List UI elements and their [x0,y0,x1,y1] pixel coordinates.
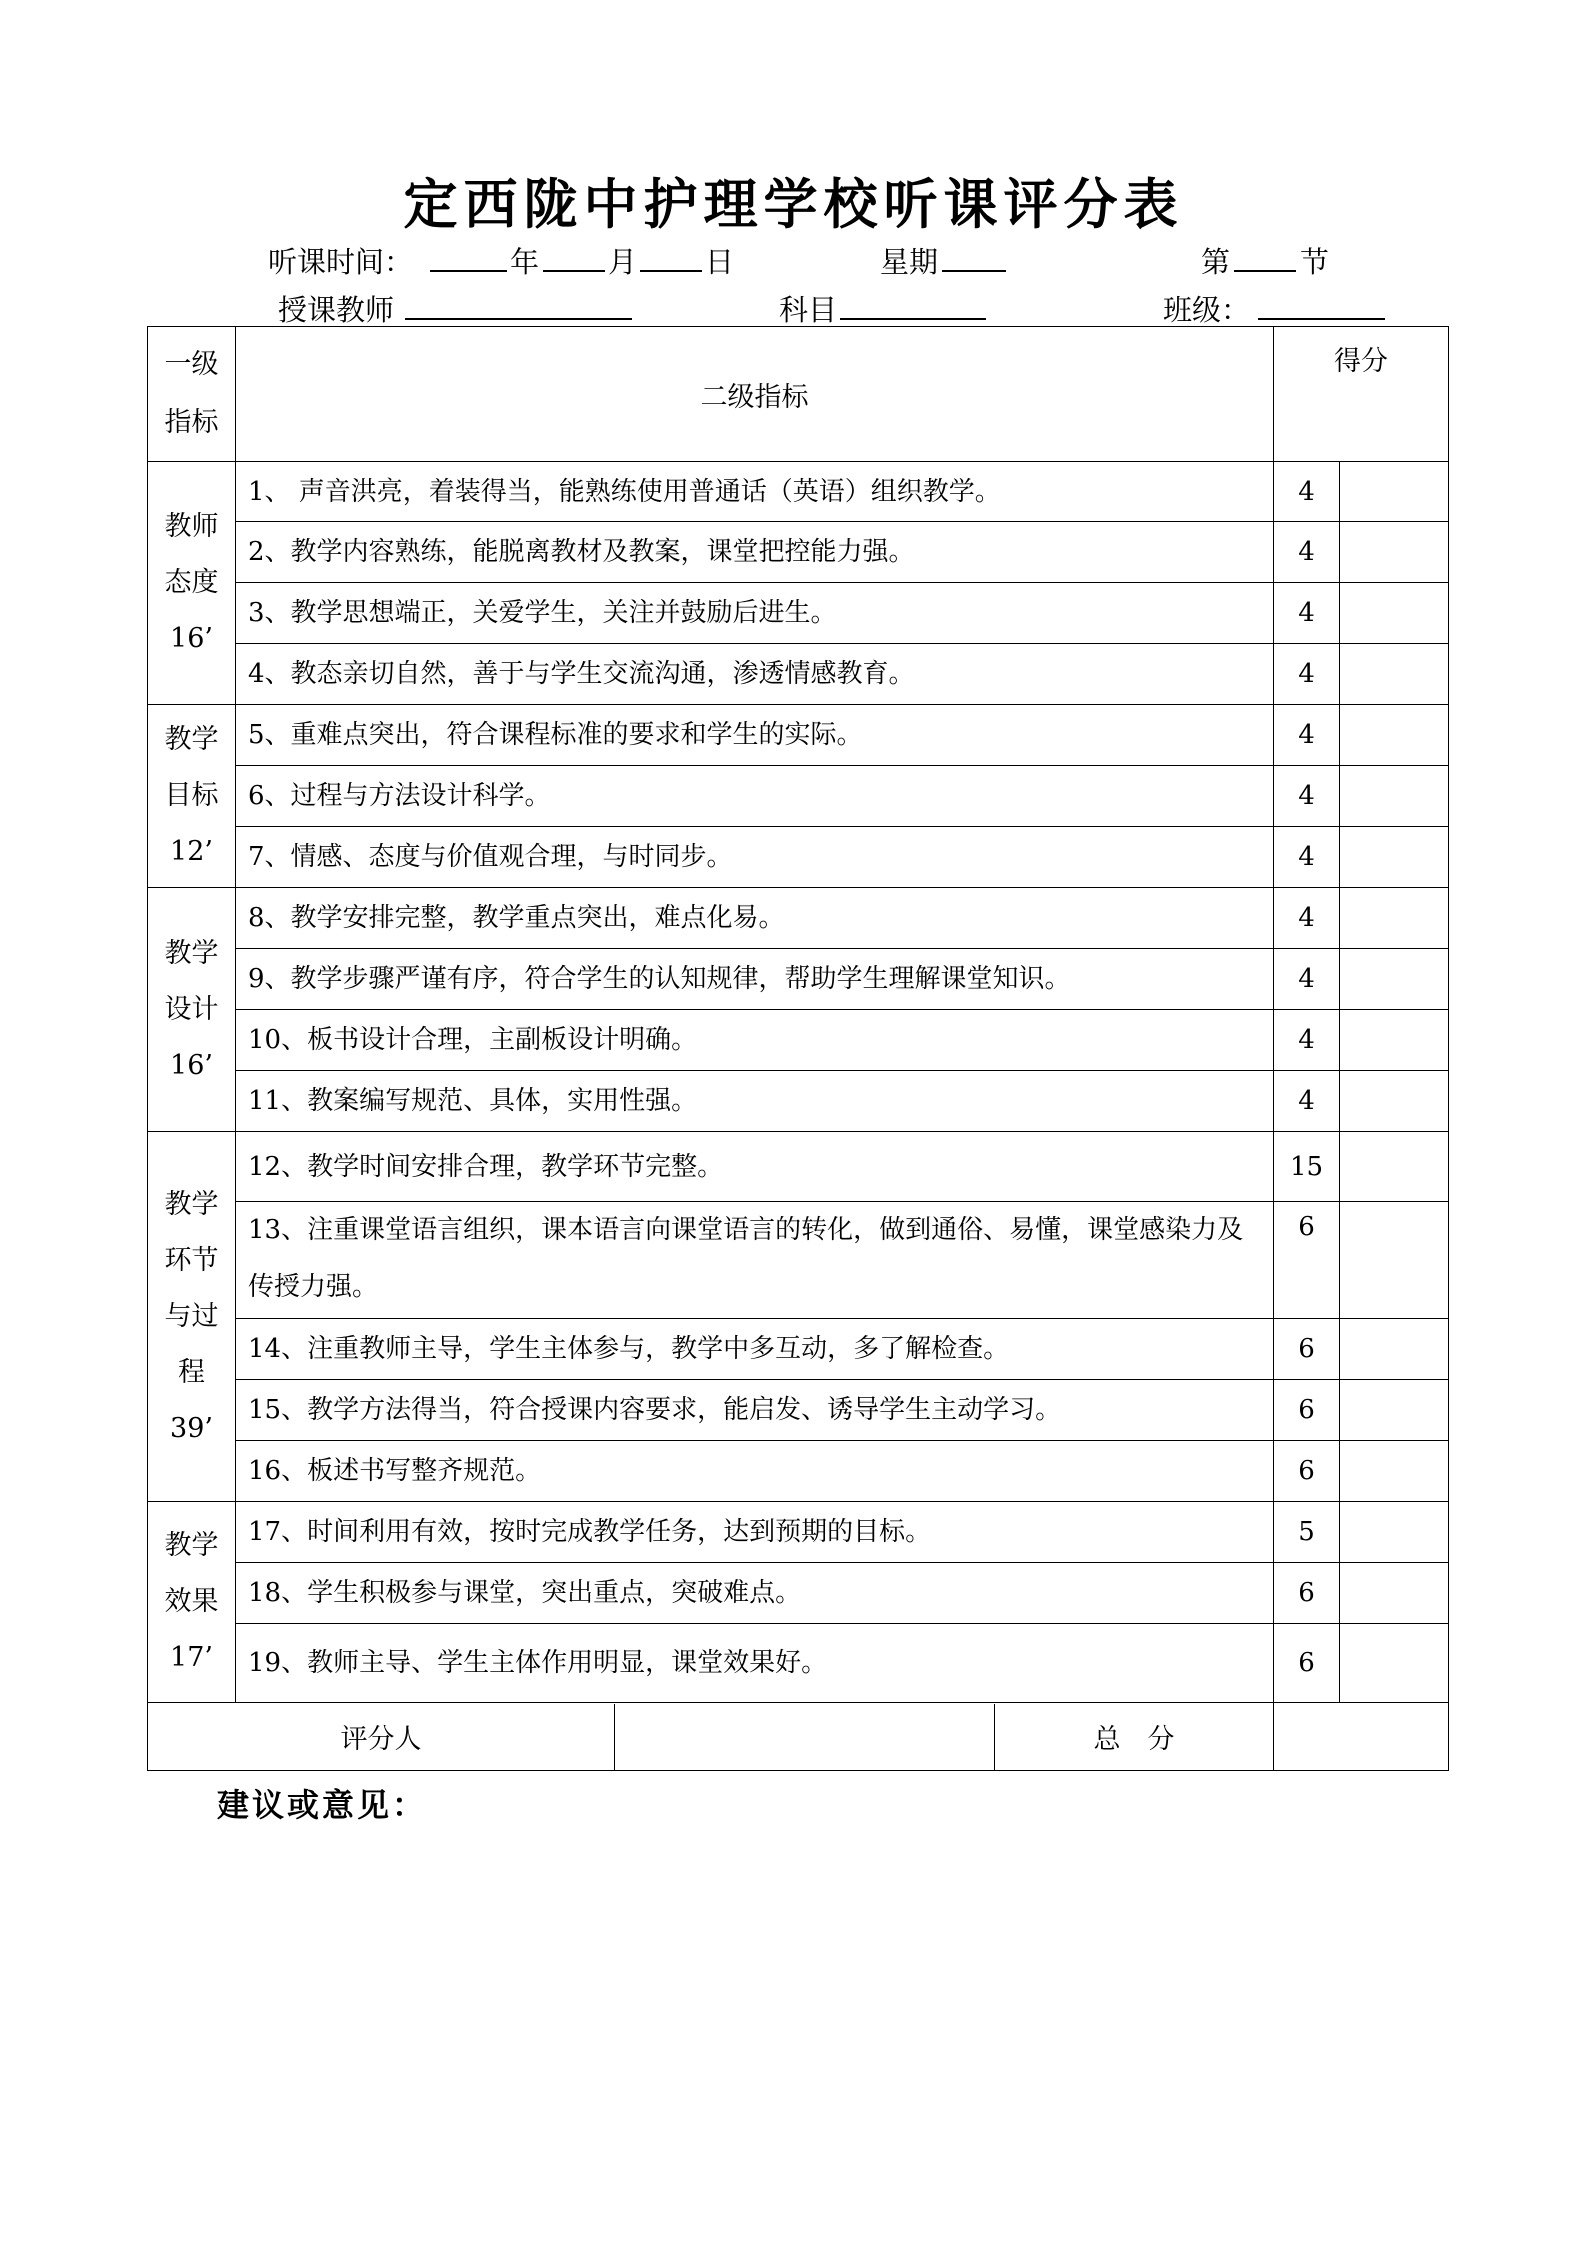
level2-indicator: 17、时间利用有效，按时完成教学任务，达到预期的目标。 [236,1502,1274,1563]
score-input-cell[interactable] [1340,1502,1449,1563]
header-level1 [148,327,236,462]
level1-indicator-line: 目标 [164,780,219,811]
table-row [148,462,1449,522]
level2-indicator: 18、学生积极参与课堂，突出重点，突破难点。 [236,1563,1274,1624]
max-points: 4 [1274,1010,1340,1071]
level1-indicator [148,1132,236,1502]
table-row [148,1380,1449,1441]
level1-indicator-line: 教学 [164,1188,219,1220]
level2-indicator: 13、注重课堂语言组织，课本语言向课堂语言的转化，做到通俗、易懂，课堂感染力及传授力强。 [236,1202,1274,1319]
level1-indicator-line: 效果 [164,1586,219,1617]
table-row [148,888,1449,949]
max-points: 5 [1274,1502,1340,1563]
level2-indicator: 5、重难点突出，符合课程标准的要求和学生的实际。 [236,705,1274,766]
evaluation-table [147,326,1449,1771]
class-blank[interactable] [1258,288,1385,320]
max-points: 6 [1274,1319,1340,1380]
level2-indicator: 7、情感、态度与价值观合理，与时同步。 [236,827,1274,888]
table-row [148,1502,1449,1563]
level2-indicator: 19、教师主导、学生主体作用明显，课堂效果好。 [236,1624,1274,1703]
table-row [148,1202,1449,1319]
level2-indicator: 11、教案编写规范、具体，实用性强。 [236,1071,1274,1132]
teacher-label: 授课教师 [278,293,395,327]
level1-indicator [148,705,236,888]
score-input-cell[interactable] [1340,888,1449,949]
level1-indicator [148,888,236,1132]
max-points: 4 [1274,949,1340,1010]
total-input-cell[interactable] [1274,1703,1449,1771]
level1-indicator-line: 教学 [164,1530,219,1561]
level1-indicator [148,1502,236,1703]
week-label: 星期 [880,245,939,279]
subject-blank[interactable] [840,288,986,320]
header-line-time [0,240,1587,280]
day-label: 日 [705,245,735,279]
max-points: 4 [1274,522,1340,583]
table-row [148,1132,1449,1202]
header-line-teacher [0,288,1587,328]
level2-indicator: 8、教学安排完整，教学重点突出，难点化易。 [236,888,1274,949]
max-points: 4 [1274,705,1340,766]
max-points: 4 [1274,827,1340,888]
max-points: 6 [1274,1202,1340,1319]
level1-indicator-line: 17’ [170,1642,213,1673]
table-row [148,827,1449,888]
header-score: 得分 [1274,327,1449,462]
level1-indicator-line: 教师 [164,511,219,542]
level2-indicator: 16、板述书写整齐规范。 [236,1441,1274,1502]
table-row [148,1071,1449,1132]
year-blank[interactable] [430,240,507,272]
subject-label: 科目 [779,293,838,327]
level2-indicator: 4、教态亲切自然，善于与学生交流沟通，渗透情感教育。 [236,644,1274,705]
max-points: 4 [1274,583,1340,644]
level1-indicator-line: 教学 [164,724,219,755]
score-input-cell[interactable] [1340,1441,1449,1502]
level1-indicator-line: 16’ [170,623,213,654]
score-input-cell[interactable] [1340,1319,1449,1380]
header-row [148,327,1449,462]
level1-indicator-line: 与过 [164,1300,219,1332]
table-row [148,949,1449,1010]
table-row [148,583,1449,644]
teacher-blank[interactable] [405,288,632,320]
score-input-cell[interactable] [1340,1624,1449,1703]
score-input-cell[interactable] [1340,766,1449,827]
table-row [148,1319,1449,1380]
max-points: 6 [1274,1624,1340,1703]
level1-indicator-line: 环节 [164,1244,219,1276]
level2-indicator: 10、板书设计合理，主副板设计明确。 [236,1010,1274,1071]
header-level2: 二级指标 [236,327,1274,462]
max-points: 15 [1274,1132,1340,1202]
level1-indicator-line: 教学 [164,937,219,969]
level2-indicator: 1、 声音洪亮，着装得当，能熟练使用普通话（英语）组织教学。 [236,462,1274,522]
class-label: 班级： [1163,293,1251,327]
max-points: 6 [1274,1441,1340,1502]
level2-indicator: 15、教学方法得当，符合授课内容要求，能启发、诱导学生主动学习。 [236,1380,1274,1441]
table-row [148,766,1449,827]
table-row [148,705,1449,766]
table-row [148,1010,1449,1071]
section-prefix: 第 [1201,245,1231,279]
level1-indicator-line: 12’ [170,836,213,867]
header-level1-line: 指标 [164,407,219,438]
page-title: 定西陇中护理学校听课评分表 [403,172,1184,236]
score-input-cell[interactable] [1340,705,1449,766]
table-row [148,522,1449,583]
section-suffix: 节 [1300,245,1330,279]
level1-indicator-line: 39’ [170,1412,213,1444]
max-points: 4 [1274,888,1340,949]
section-blank[interactable] [1234,240,1296,272]
rater-label: 评分人 [148,1704,615,1770]
max-points: 4 [1274,1071,1340,1132]
table-row [148,1441,1449,1502]
level2-indicator: 3、教学思想端正，关爱学生，关注并鼓励后进生。 [236,583,1274,644]
score-input-cell[interactable] [1340,522,1449,583]
score-input-cell[interactable] [1340,583,1449,644]
rater-input-cell[interactable] [615,1704,995,1770]
level1-indicator-line: 程 [178,1356,205,1388]
week-blank[interactable] [942,240,1006,272]
score-input-cell[interactable] [1340,1071,1449,1132]
table-row [148,1624,1449,1703]
max-points: 6 [1274,1380,1340,1441]
year-label: 年 [510,245,540,279]
score-input-cell[interactable] [1340,644,1449,705]
month-blank[interactable] [543,240,605,272]
max-points: 4 [1274,766,1340,827]
month-label: 月 [608,245,638,279]
max-points: 4 [1274,462,1340,522]
time-label: 听课时间： [268,245,414,279]
score-input-cell[interactable] [1340,462,1449,522]
score-input-cell[interactable] [1340,1132,1449,1202]
level1-indicator-line: 16’ [170,1049,213,1081]
header-level1-line: 一级 [164,349,219,380]
max-points: 4 [1274,644,1340,705]
score-input-cell[interactable] [1340,1380,1449,1441]
footer-row [148,1703,1449,1771]
advice-label: 建议或意见： [217,1786,428,1824]
table-row [148,1563,1449,1624]
score-input-cell[interactable] [1340,827,1449,888]
score-input-cell[interactable] [1340,1563,1449,1624]
level2-indicator: 6、过程与方法设计科学。 [236,766,1274,827]
score-input-cell[interactable] [1340,1202,1449,1319]
score-input-cell[interactable] [1340,1010,1449,1071]
footer-inner [148,1704,1273,1770]
table-row [148,644,1449,705]
score-input-cell[interactable] [1340,949,1449,1010]
level2-indicator: 14、注重教师主导，学生主体参与，教学中多互动，多了解检查。 [236,1319,1274,1380]
max-points: 6 [1274,1563,1340,1624]
level1-indicator [148,462,236,705]
level2-indicator: 12、教学时间安排合理，教学环节完整。 [236,1132,1274,1202]
level2-indicator: 9、教学步骤严谨有序，符合学生的认知规律，帮助学生理解课堂知识。 [236,949,1274,1010]
footer-left [148,1703,1274,1771]
total-label: 总 分 [1093,1724,1175,1755]
level1-indicator-line: 态度 [164,567,219,598]
level2-indicator: 2、教学内容熟练，能脱离教材及教案，课堂把控能力强。 [236,522,1274,583]
day-blank[interactable] [640,240,702,272]
level1-indicator-line: 设计 [164,993,219,1025]
